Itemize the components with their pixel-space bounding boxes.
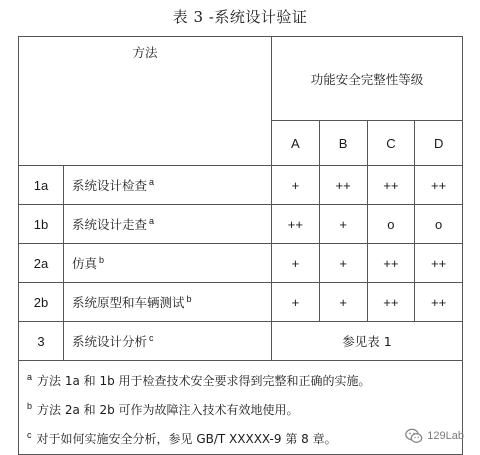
level-header-b: B: [319, 121, 367, 166]
footnote-marker: a: [149, 176, 155, 187]
value-d: o: [415, 205, 463, 244]
table-row: [19, 283, 463, 322]
footnote-text: 方法 1a 和 1b 用于检查技术安全要求得到完整和正确的实施。: [37, 374, 371, 388]
value-b: +: [319, 244, 367, 283]
asil-header: 功能安全完整性等级: [272, 37, 463, 121]
method-name: [64, 205, 272, 244]
method-label: 仿真: [72, 256, 98, 271]
value-c: ++: [367, 166, 415, 205]
footnote: [27, 423, 454, 452]
footnote-marker: c: [149, 332, 154, 343]
value-d: ++: [415, 283, 463, 322]
row-number: 1a: [19, 166, 64, 205]
value-c: ++: [367, 244, 415, 283]
footnote-text: 方法 2a 和 2b 可作为故障注入技术有效地使用。: [37, 403, 299, 417]
footnote: [27, 394, 454, 423]
level-header-a: A: [272, 121, 320, 166]
see-table-reference: 参见表 1: [272, 322, 463, 361]
table-title: 表 3 -系统设计验证: [172, 8, 308, 26]
value-b: +: [319, 283, 367, 322]
watermark: [405, 428, 464, 444]
level-header-c: C: [367, 121, 415, 166]
method-name: [64, 283, 272, 322]
value-c: o: [367, 205, 415, 244]
table-row: [19, 166, 463, 205]
footnote-marker: b: [27, 401, 33, 411]
method-label: 系统原型和车辆测试: [72, 295, 185, 310]
footnote-text: 对于如何实施安全分析，参见 GB/T XXXXX-9 第 8 章。: [36, 432, 337, 446]
footnote-marker: b: [99, 254, 105, 265]
method-label: 系统设计分析: [72, 334, 148, 349]
footnote-marker: a: [27, 372, 33, 382]
wechat-icon: [405, 428, 423, 444]
verification-table: [18, 36, 463, 455]
method-name: [64, 322, 272, 361]
value-a: ++: [272, 205, 320, 244]
value-b: ++: [319, 166, 367, 205]
value-c: ++: [367, 283, 415, 322]
footnote-marker: c: [27, 430, 32, 440]
footnote-marker: a: [149, 215, 155, 226]
value-d: ++: [415, 166, 463, 205]
method-name: [64, 166, 272, 205]
value-b: +: [319, 205, 367, 244]
method-label: 系统设计检查: [72, 178, 148, 193]
row-number: 2a: [19, 244, 64, 283]
footnotes: [19, 361, 463, 455]
method-label: 系统设计走查: [72, 217, 148, 232]
table-row: [19, 244, 463, 283]
method-header: 方法: [19, 37, 272, 166]
value-a: +: [272, 283, 320, 322]
watermark-text: 129Lab: [427, 430, 464, 442]
footnotes-row: [19, 361, 463, 455]
footnote: [27, 365, 454, 394]
row-number: 3: [19, 322, 64, 361]
method-name: [64, 244, 272, 283]
table-row: [19, 322, 463, 361]
value-a: +: [272, 166, 320, 205]
level-header-d: D: [415, 121, 463, 166]
value-d: ++: [415, 244, 463, 283]
row-number: 2b: [19, 283, 64, 322]
footnote-marker: b: [186, 293, 192, 304]
row-number: 1b: [19, 205, 64, 244]
value-a: +: [272, 244, 320, 283]
table-row: [19, 205, 463, 244]
